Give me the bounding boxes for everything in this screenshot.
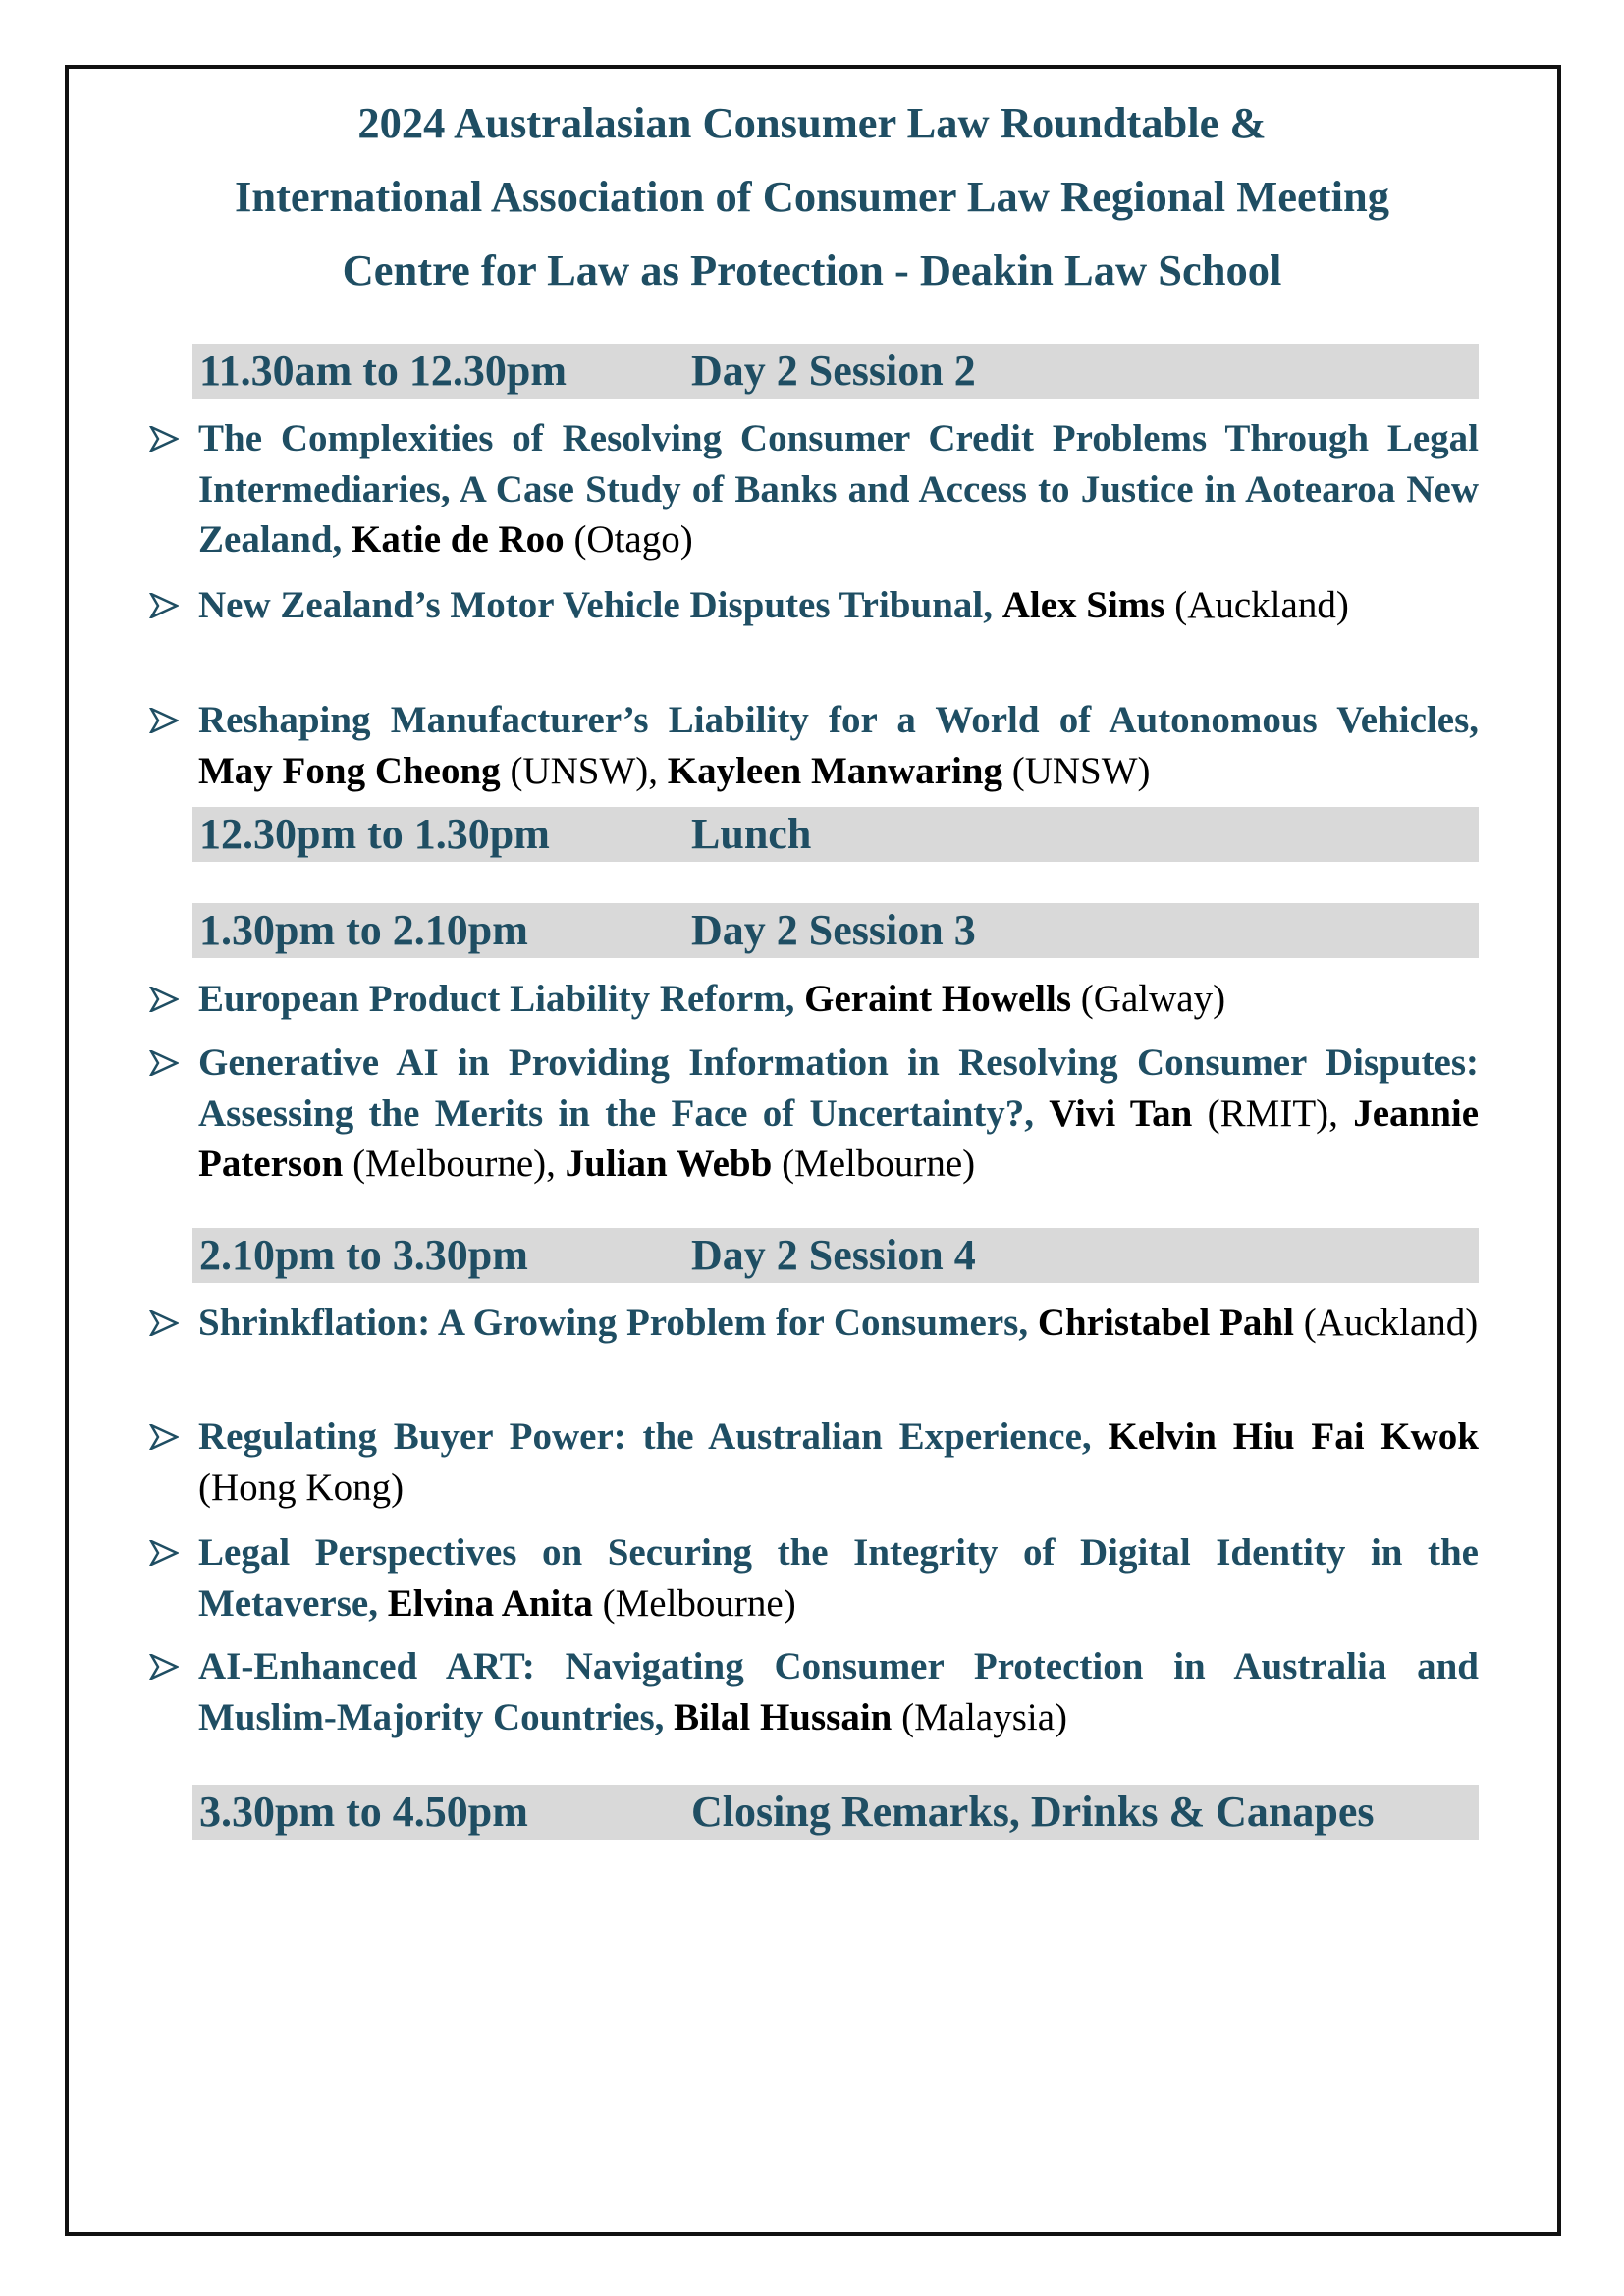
session-bar-lunch (192, 807, 1479, 862)
program-item (149, 1298, 1479, 1349)
author-affiliation: (Otago) (573, 518, 693, 561)
author-name: Julian Webb (565, 1143, 773, 1185)
paper-title: Regulating Buyer Power: the Australian Experience, (198, 1415, 1092, 1458)
author-affiliation: (RMIT), (1207, 1092, 1338, 1135)
author-name: Christabel Pahl (1037, 1302, 1294, 1344)
arrow-bullet-icon (149, 1424, 179, 1450)
arrow-bullet-icon (149, 1310, 179, 1336)
author-name: Alex Sims (1001, 584, 1165, 626)
program-item (149, 974, 1479, 1025)
author-affiliation: (Hong Kong) (198, 1466, 405, 1509)
author-affiliation: (Melbourne) (602, 1581, 796, 1625)
paper-title: European Product Liability Reform, (198, 978, 795, 1020)
paper-title: Legal Perspectives on Securing the Integrity of Digital Identity in the Metaverse, (198, 1531, 1479, 1625)
program-item (149, 1527, 1479, 1629)
session-label: Closing Remarks, Drinks & Canapes (691, 1788, 1375, 1836)
session-time: 1.30pm to 2.10pm (199, 906, 528, 954)
session-bar-day2-session3 (192, 903, 1479, 958)
session-label: Day 2 Session 3 (691, 906, 976, 954)
session-time: 2.10pm to 3.30pm (199, 1231, 528, 1279)
session-bar-day2-session4 (192, 1228, 1479, 1283)
program-item (149, 1412, 1479, 1513)
session-time: 12.30pm to 1.30pm (199, 810, 550, 858)
arrow-bullet-icon (149, 1540, 179, 1566)
session-label: Lunch (691, 810, 812, 858)
author-affiliation: (Galway) (1080, 978, 1226, 1020)
arrow-bullet-icon (149, 1050, 179, 1076)
arrow-bullet-icon (149, 708, 179, 733)
arrow-bullet-icon (149, 1654, 179, 1680)
author-affiliation: (UNSW) (1011, 749, 1151, 792)
session-bar-day2-session2 (192, 344, 1479, 399)
paper-title: Generative AI in Providing Information in Resolving Consumer Disputes: Assessing the Merits in the Face of Uncertainty?, (198, 1041, 1479, 1135)
author-name: Vivi Tan (1049, 1092, 1193, 1135)
paper-title: The Complexities of Resolving Consumer Credit Problems Through Legal Intermediaries, A Case Study of Banks and Access to Justice in Aotearoa New Zealand, (198, 417, 1479, 561)
arrow-bullet-icon (149, 593, 179, 618)
program-item (149, 1038, 1479, 1190)
author-name: Bilal Hussain (674, 1695, 893, 1738)
author-affiliation: (Auckland) (1174, 584, 1349, 626)
author-name: Elvina Anita (387, 1581, 593, 1625)
author-name: Katie de Roo (352, 518, 565, 561)
program-item (149, 695, 1479, 796)
author-name: Kayleen Manwaring (667, 749, 1002, 792)
author-affiliation: (UNSW), (510, 749, 658, 792)
author-affiliation: (Melbourne), (352, 1143, 556, 1185)
author-name: May Fong Cheong (198, 749, 501, 792)
author-name: Jeannie Paterson (198, 1092, 1480, 1185)
session-time: 3.30pm to 4.50pm (199, 1788, 528, 1836)
session-time: 11.30am to 12.30pm (199, 347, 567, 395)
session-label: Day 2 Session 4 (691, 1231, 976, 1279)
arrow-bullet-icon (149, 426, 179, 452)
header-line-2: International Association of Consumer Law Regional Meeting (235, 172, 1389, 221)
program-item (149, 1641, 1479, 1742)
author-name: Geraint Howells (804, 978, 1072, 1020)
session-bar-closing (192, 1785, 1479, 1840)
session-label: Day 2 Session 2 (691, 347, 976, 395)
program-item (149, 413, 1479, 565)
paper-title: New Zealand’s Motor Vehicle Disputes Tribunal, (198, 584, 993, 626)
program-item (149, 580, 1479, 631)
author-affiliation: (Malaysia) (901, 1695, 1068, 1738)
author-name: Kelvin Hiu Fai Kwok (1108, 1415, 1480, 1458)
arrow-bullet-icon (149, 987, 179, 1012)
author-affiliation: (Melbourne) (782, 1143, 976, 1185)
header-line-1: 2024 Australasian Consumer Law Roundtable & (357, 98, 1267, 147)
header-line-3: Centre for Law as Protection - Deakin Law School (342, 245, 1282, 294)
paper-title: AI-Enhanced ART: Navigating Consumer Protection in Australia and Muslim-Majority Countries, (198, 1645, 1479, 1738)
paper-title: Reshaping Manufacturer’s Liability for a World of Autonomous Vehicles, (198, 699, 1479, 741)
paper-title: Shrinkflation: A Growing Problem for Consumers, (198, 1302, 1029, 1344)
author-affiliation: (Auckland) (1303, 1302, 1479, 1344)
